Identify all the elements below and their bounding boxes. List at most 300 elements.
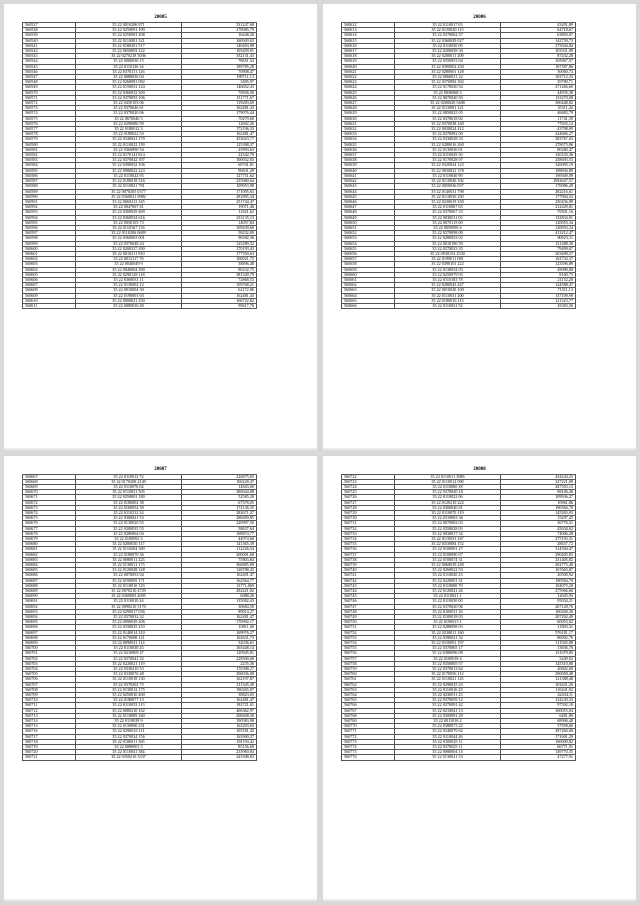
code-cell: 35 22 0300091 29 xyxy=(395,713,501,718)
amount-cell: 203498,37 xyxy=(500,251,575,256)
row-id-cell: 560726 xyxy=(342,495,395,500)
code-cell: 35 22 0010020 100 xyxy=(395,288,501,293)
code-cell: 35 22 0360063 001 xyxy=(76,236,182,241)
row-id-cell: 560741 xyxy=(342,573,395,578)
code-cell: 35 22 0070002 03 xyxy=(395,521,501,526)
code-cell: 35 22 0360029 027 xyxy=(395,38,501,43)
amount-cell: 99617,76 xyxy=(181,303,256,308)
code-cell: 35 22 0200058 30 xyxy=(395,49,501,54)
row-id-cell: 560576 xyxy=(23,121,76,126)
row-id-cell: 560647 xyxy=(342,205,395,210)
code-cell: 35 22 0120021 26 xyxy=(395,588,501,593)
code-cell: 35 22 0330076 48 xyxy=(76,672,182,677)
code-cell: 35 22 0090011 114 xyxy=(76,641,182,646)
row-id-cell: 560664 xyxy=(342,293,395,298)
amount-cell: 275044,84 xyxy=(500,43,575,48)
amount-cell: 58232,09 xyxy=(181,231,256,236)
row-id-cell: 560690 xyxy=(23,594,76,599)
row-id-cell: 560706 xyxy=(23,677,76,682)
row-id-cell: 560617 xyxy=(342,49,395,54)
code-cell: 35 22 0100001 27 xyxy=(395,547,501,552)
code-cell: 35 22 0180011 365 xyxy=(76,739,182,744)
amount-cell: 67378,05 xyxy=(181,500,256,505)
amount-cell: 74006,28 xyxy=(500,531,575,536)
row-id-cell: 560711 xyxy=(23,703,76,708)
code-cell: 35 22 0110022 06 xyxy=(395,495,501,500)
amount-cell: 200001,60 xyxy=(181,552,256,557)
amount-cell: 89014,27 xyxy=(181,609,256,614)
amount-cell: 163900,37 xyxy=(181,734,256,739)
amount-cell: 90631,29 xyxy=(181,168,256,173)
amount-cell: 66771,91 xyxy=(500,745,575,750)
row-id-cell: 560648 xyxy=(342,210,395,215)
amount-cell: 165448,14 xyxy=(181,646,256,651)
row-id-cell: 560688 xyxy=(23,583,76,588)
row-id-cell: 560548 xyxy=(23,80,76,85)
code-cell: 35 22 0250081 208 xyxy=(76,33,182,38)
code-cell: 35 22 0180201 517 xyxy=(76,43,182,48)
code-cell: 35 22 0200011 209 xyxy=(395,54,501,59)
amount-cell: 162481,47 xyxy=(181,132,256,137)
code-cell: 35 22 0370020 06 xyxy=(395,604,501,609)
amount-cell: 43291,89 xyxy=(500,23,575,28)
amount-cell: 162491,47 xyxy=(181,573,256,578)
amount-cell: 162734,37 xyxy=(500,257,575,262)
code-cell: 35 22 0130012 175 xyxy=(76,687,182,692)
code-cell: 35 22 0010211 810 xyxy=(76,251,182,256)
code-cell: 35 22 0310084 152 xyxy=(395,542,501,547)
row-id-cell: 560708 xyxy=(23,687,76,692)
amount-cell: 5449,02 xyxy=(500,656,575,661)
code-cell: 35 22 0300040 01 xyxy=(395,505,501,510)
amount-cell: 211345,49 xyxy=(181,682,256,687)
code-cell: 35 22 0370038 140 xyxy=(395,121,501,126)
code-cell: 35 22 0210041 13 xyxy=(395,708,501,713)
code-cell: 35 22 0250001 180 xyxy=(76,495,182,500)
row-id-cell: 560619 xyxy=(342,59,395,64)
row-id-cell: 560704 xyxy=(23,667,76,672)
row-id-cell: 560593 xyxy=(23,210,76,215)
code-cell: 35 22 0140031 798 xyxy=(395,189,501,194)
amount-cell: 381349,79 xyxy=(181,272,256,277)
row-id-cell: 560767 xyxy=(342,708,395,713)
row-id-cell: 560678 xyxy=(23,531,76,536)
page-2 xyxy=(323,4,636,450)
amount-cell: 124588,47 xyxy=(500,283,575,288)
row-id-cell: 560597 xyxy=(23,231,76,236)
amount-cell: 271266,60 xyxy=(500,85,575,90)
code-cell: 35 22 0110030 25 xyxy=(76,646,182,651)
code-cell: 35 22 0030154 2530 xyxy=(395,251,501,256)
code-cell: 35 22 0120028 128 xyxy=(76,568,182,573)
amount-cell: 171095,63 xyxy=(181,189,256,194)
code-cell: 35 22 0190013 1 xyxy=(395,620,501,625)
amount-cell: 95034,21 xyxy=(500,599,575,604)
code-cell: 35 22 0230011 23 xyxy=(395,693,501,698)
row-id-cell: 560608 xyxy=(23,288,76,293)
row-id-cell: 560657 xyxy=(342,257,395,262)
code-cell: 35 22 0110167 133 xyxy=(76,225,182,230)
amount-cell: 278075,86 xyxy=(500,142,575,147)
row-id-cell: 560725 xyxy=(342,490,395,495)
amount-cell: 413212,47 xyxy=(500,231,575,236)
amount-cell: 166722,82 xyxy=(181,298,256,303)
code-cell: 35 22 0080022 223 xyxy=(76,168,182,173)
code-cell: 35 22 0130000 231 xyxy=(76,724,182,729)
amount-cell: 140403,98 xyxy=(181,43,256,48)
row-id-cell: 560639 xyxy=(342,163,395,168)
amount-cell: 79501,16 xyxy=(500,210,575,215)
amount-cell: 141365,39 xyxy=(181,542,256,547)
code-cell: 35 22 0250079 03 xyxy=(395,272,501,277)
code-cell: 35 22 0130034 03 xyxy=(395,267,501,272)
row-id-cell: 560736 xyxy=(342,547,395,552)
row-id-cell: 560665 xyxy=(342,298,395,303)
code-cell: 35 22 0080036 04 xyxy=(76,75,182,80)
amount-cell: 202775,40 xyxy=(500,562,575,567)
code-cell: 35 22 0110060 18 xyxy=(395,484,501,489)
code-cell: 35 22 0390101 222 xyxy=(395,262,501,267)
amount-cell: 49080,08 xyxy=(500,267,575,272)
code-cell: 35 22 0370032 32 xyxy=(76,614,182,619)
amount-cell: 120945,81 xyxy=(181,651,256,656)
row-id-cell: 560729 xyxy=(342,510,395,515)
code-cell: 35 22 0130020 55 xyxy=(76,521,182,526)
amount-cell: 162481,43 xyxy=(181,293,256,298)
amount-cell: 75803,84 xyxy=(181,557,256,562)
row-id-cell: 560721 xyxy=(23,755,76,760)
amount-cell: 226875,65 xyxy=(181,474,256,479)
code-cell: 35 22 0060021 22 xyxy=(395,75,501,80)
amount-cell: 267128,76 xyxy=(500,604,575,609)
row-id-cell: 560680 xyxy=(23,542,76,547)
amount-cell: 112226,54 xyxy=(181,547,256,552)
amount-cell: 78651,52 xyxy=(181,59,256,64)
amount-cell: 212429,01 xyxy=(500,205,575,210)
row-id-cell: 560716 xyxy=(23,729,76,734)
code-cell: 35 22 0110022 93 xyxy=(76,173,182,178)
row-id-cell: 560765 xyxy=(342,698,395,703)
amount-cell: 171691,29 xyxy=(500,734,575,739)
code-cell: 35 22 0130011 173 xyxy=(76,562,182,567)
amount-cell: 128788,43 xyxy=(181,568,256,573)
row-id-cell: 560761 xyxy=(342,677,395,682)
row-id-cell: 560640 xyxy=(342,168,395,173)
row-id-cell: 560572 xyxy=(23,101,76,106)
code-cell: 35 22 0140014 310 xyxy=(76,630,182,635)
amount-cell: 282216,61 xyxy=(500,189,575,194)
code-cell: 35 22 0070210 4729 xyxy=(76,588,182,593)
row-id-cell: 560709 xyxy=(23,693,76,698)
row-id-cell: 560735 xyxy=(342,542,395,547)
code-cell: 35 22 0350028 03 xyxy=(395,526,501,531)
row-id-cell: 560703 xyxy=(23,661,76,666)
amount-cell: 196949,09 xyxy=(500,173,575,178)
row-id-cell: 560712 xyxy=(23,708,76,713)
code-cell: 35 22 0010206 971 xyxy=(76,23,182,28)
row-id-cell: 560595 xyxy=(23,220,76,225)
row-id-cell: 560693 xyxy=(23,609,76,614)
code-cell: 35 22 0110012 090 xyxy=(395,479,501,484)
row-id-cell: 560720 xyxy=(23,750,76,755)
amount-cell: 282671,27 xyxy=(181,510,256,515)
code-cell: 35 22 0110029 9 xyxy=(76,719,182,724)
amount-cell: 30060,74 xyxy=(500,69,575,74)
amount-cell: 251744,47 xyxy=(181,199,256,204)
row-id-cell: 560752 xyxy=(342,630,395,635)
code-cell: 35 22 0370067 33 xyxy=(395,210,501,215)
code-cell: 35 22 0110009 160 xyxy=(76,713,182,718)
amount-cell: 290405,83 xyxy=(500,552,575,557)
amount-cell: 149770,35 xyxy=(500,750,575,755)
amount-cell: 190583,98 xyxy=(181,719,256,724)
row-id-cell: 560717 xyxy=(23,734,76,739)
row-id-cell: 560599 xyxy=(23,241,76,246)
amount-cell: 120053,34 xyxy=(500,225,575,230)
row-id-cell: 560681 xyxy=(23,547,76,552)
row-id-cell: 560762 xyxy=(342,682,395,687)
code-cell: 35 22 0060019 249 xyxy=(395,562,501,567)
page-4 xyxy=(323,456,636,902)
row-id-cell: 560728 xyxy=(342,505,395,510)
row-id-cell: 560629 xyxy=(342,111,395,116)
amount-cell: 19071,46 xyxy=(181,205,256,210)
code-cell: 35 22 0220001 31 xyxy=(395,578,501,583)
code-cell: 35 22 0280016 260 xyxy=(395,142,501,147)
code-cell: 35 22 0300029 409 xyxy=(76,210,182,215)
code-cell: 35 22 0110030 09 xyxy=(395,43,501,48)
row-id-cell: 560653 xyxy=(342,236,395,241)
row-id-cell: 560694 xyxy=(23,614,76,619)
amount-cell: 12045,93 xyxy=(500,594,575,599)
row-id-cell: 560614 xyxy=(342,33,395,38)
code-cell: 35 22 0170028 07 xyxy=(395,158,501,163)
amount-cell: 13836,76 xyxy=(500,646,575,651)
code-cell: 35 22 0120210 222 xyxy=(395,500,501,505)
amount-cell: 233135,13 xyxy=(181,215,256,220)
row-id-cell: 560673 xyxy=(23,505,76,510)
code-cell: 35 22 0180077 13 xyxy=(76,698,182,703)
code-cell: 35 22 0110081 121 xyxy=(395,106,501,111)
amount-cell: 162197,87 xyxy=(181,677,256,682)
page-1 xyxy=(4,4,317,450)
amount-cell: 96582,36 xyxy=(181,236,256,241)
code-cell: 35 22 0370098 09 xyxy=(395,231,501,236)
row-id-cell: 560683 xyxy=(23,557,76,562)
code-cell: 35 22 0180002 38 xyxy=(76,500,182,505)
amount-cell: 25993,63 xyxy=(181,147,256,152)
amount-cell: 13771,069 xyxy=(181,583,256,588)
code-cell: 35 22 0370040 18 xyxy=(395,490,501,495)
amount-cell: 80002,76 xyxy=(500,635,575,640)
row-id-cell: 560632 xyxy=(342,127,395,132)
row-id-cell: 560677 xyxy=(23,526,76,531)
code-cell: 35 22 0370018 02 xyxy=(395,116,501,121)
code-cell: 35 22 0110000 70 xyxy=(395,583,501,588)
code-cell: 35 22 0230011 160 xyxy=(395,630,501,635)
row-id-cell: 560748 xyxy=(342,609,395,614)
row-id-cell: 560586 xyxy=(23,173,76,178)
code-cell: 35 22 0030011 03 xyxy=(395,215,501,220)
amount-cell: 131679,85 xyxy=(500,651,575,656)
row-id-cell: 560744 xyxy=(342,588,395,593)
amount-cell: 70479,60 xyxy=(181,116,256,121)
row-id-cell: 560549 xyxy=(23,85,76,90)
amount-cell: 162481,47 xyxy=(181,698,256,703)
amount-cell: 100228,47 xyxy=(181,479,256,484)
amount-cell: 383767,03 xyxy=(500,137,575,142)
code-cell: 35 22 0370082 00 xyxy=(395,132,501,137)
row-id-cell: 560710 xyxy=(23,698,76,703)
amount-cell: 220997,50 xyxy=(181,521,256,526)
code-cell: 35 22 0090210 3170 xyxy=(76,604,182,609)
row-id-cell: 560659 xyxy=(342,267,395,272)
row-id-cell: 560692 xyxy=(23,604,76,609)
row-id-cell: 560755 xyxy=(342,646,395,651)
amount-cell: 47277,91 xyxy=(500,755,575,760)
row-id-cell: 560668 xyxy=(23,479,76,484)
code-cell: 35 22 0170208 2149 xyxy=(76,479,182,484)
code-cell: 35 22 0260022 53 xyxy=(395,568,501,573)
code-cell: 35 22 0100025 11 xyxy=(395,739,501,744)
data-table xyxy=(341,22,576,309)
amount-cell: 60053,02 xyxy=(500,620,575,625)
row-id-cell: 560575 xyxy=(23,116,76,121)
code-cell: 35 22 0350005 57 xyxy=(395,661,501,666)
amount-cell: 109936,27 xyxy=(500,495,575,500)
amount-cell: 105459,91 xyxy=(181,49,256,54)
row-id-cell: 560745 xyxy=(342,594,395,599)
amount-cell: 167587,86 xyxy=(500,64,575,69)
row-id-cell: 560650 xyxy=(342,220,395,225)
code-cell: 35 22 0100090 07 xyxy=(395,552,501,557)
amount-cell: 111565,88 xyxy=(500,641,575,646)
row-id-cell: 560634 xyxy=(342,137,395,142)
table-row xyxy=(23,755,257,760)
amount-cell: 6088,26 xyxy=(181,594,256,599)
row-id-cell: 560605 xyxy=(23,272,76,277)
code-cell: 35 22 0290080 59 xyxy=(76,121,182,126)
code-cell: 35 22 0110212 34 xyxy=(76,510,182,515)
row-id-cell: 560738 xyxy=(342,557,395,562)
code-cell: 35 22 0010004 30 xyxy=(76,288,182,293)
row-id-cell: 560585 xyxy=(23,168,76,173)
code-cell: 35 22 0110021 781 xyxy=(76,184,182,189)
row-id-cell: 560588 xyxy=(23,184,76,189)
amount-cell: 44974,60 xyxy=(181,536,256,541)
row-id-cell: 560603 xyxy=(23,262,76,267)
amount-cell: 281895,34 xyxy=(181,194,256,199)
row-id-cell: 560607 xyxy=(23,283,76,288)
code-cell: 35 22 0380073 22 xyxy=(395,724,501,729)
amount-cell: 1092647,57 xyxy=(500,179,575,184)
amount-cell: 63893,07 xyxy=(500,33,575,38)
amount-cell: 231405,82 xyxy=(500,557,575,562)
row-id-cell: 560723 xyxy=(342,479,395,484)
row-id-cell: 560696 xyxy=(23,625,76,630)
code-cell: 35 22 0170056 112 xyxy=(395,672,501,677)
code-cell: 35 22 0370042 397 xyxy=(76,158,182,163)
row-id-cell: 560742 xyxy=(342,578,395,583)
row-id-cell: 560743 xyxy=(342,583,395,588)
page-title: 20086 xyxy=(473,15,486,20)
amount-cell: 102431,20 xyxy=(500,682,575,687)
code-cell: 35 22 0360034 616 xyxy=(76,215,182,220)
code-cell: 35 22 0110029 30 xyxy=(395,153,501,158)
row-id-cell: 560610 xyxy=(23,298,76,303)
row-id-cell: 560662 xyxy=(342,283,395,288)
amount-cell: 43798,09 xyxy=(500,127,575,132)
code-cell: 35 22 0130030 01 xyxy=(395,147,501,152)
document-pages xyxy=(4,4,636,901)
code-cell: 35 22 0080030 49 xyxy=(76,303,182,308)
row-id-cell: 560698 xyxy=(23,635,76,640)
code-cell: 35 22 0330210 53 xyxy=(76,667,182,672)
code-cell: 35 22 0190001 03 xyxy=(76,293,182,298)
code-cell: 35 22 0110204 369 xyxy=(76,547,182,552)
row-id-cell: 560684 xyxy=(23,562,76,567)
amount-cell: 71511,13 xyxy=(500,288,575,293)
row-id-cell: 560578 xyxy=(23,132,76,137)
row-id-cell: 560773 xyxy=(342,739,395,744)
row-id-cell: 560674 xyxy=(23,510,76,515)
amount-cell: 125398,37 xyxy=(181,142,256,147)
amount-cell: 14843,00 xyxy=(181,484,256,489)
code-cell: 35 22 0040049 9 xyxy=(76,262,182,267)
amount-cell: 100021,75 xyxy=(181,257,256,262)
code-cell: 35 22 0230019 330 xyxy=(395,199,501,204)
amount-cell: 121323,77 xyxy=(500,298,575,303)
code-cell: 35 22 0200030 117 xyxy=(76,542,182,547)
amount-cell: 60741,81 xyxy=(181,163,256,168)
code-cell: 35 22 0290017 036 xyxy=(76,609,182,614)
amount-cell: 314304,47 xyxy=(500,547,575,552)
amount-cell: 127751,62 xyxy=(181,173,256,178)
code-cell: 35 22 0360003 4095 xyxy=(76,594,182,599)
amount-cell: 102712,33 xyxy=(500,75,575,80)
code-cell: 35 22 0280064 04 xyxy=(76,531,182,536)
amount-cell: 123596,89 xyxy=(500,262,575,267)
row-id-cell: 560699 xyxy=(23,641,76,646)
row-id-cell: 560609 xyxy=(23,293,76,298)
code-cell: 35 22 0012117 76 xyxy=(76,257,182,262)
row-id-cell: 560713 xyxy=(23,713,76,718)
row-id-cell: 560666 xyxy=(342,303,395,308)
row-id-cell: 560655 xyxy=(342,246,395,251)
amount-cell: 77635,12 xyxy=(500,121,575,126)
row-id-cell: 560675 xyxy=(23,516,76,521)
row-id-cell: 560676 xyxy=(23,521,76,526)
code-cell: 35 22 0180018 316 xyxy=(76,179,182,184)
code-cell: 35 22 0370046 61 xyxy=(76,106,182,111)
row-id-cell: 560591 xyxy=(23,199,76,204)
code-cell: 35 22 0340079 62 xyxy=(395,729,501,734)
row-id-cell: 560620 xyxy=(342,64,395,69)
code-cell: 35 22 0280045 247 xyxy=(395,283,501,288)
amount-cell: 42434,11 xyxy=(500,693,575,698)
code-cell: 35 22 0150031 124 xyxy=(76,85,182,90)
amount-cell: 35311,42 xyxy=(500,106,575,111)
row-id-cell: 560718 xyxy=(23,739,76,744)
code-cell: 35 22 0110070 119 xyxy=(395,510,501,515)
amount-cell: 135082,43 xyxy=(181,599,256,604)
code-cell: 35 22 0390032 106 xyxy=(76,163,182,168)
code-cell: 35 22 0100054 39 xyxy=(76,505,182,510)
code-cell: 35 22 0110041 384 xyxy=(76,750,182,755)
code-cell: 35 22 0050036 037 xyxy=(395,184,501,189)
amount-cell: 320103,36 xyxy=(500,153,575,158)
amount-cell: 125289,32 xyxy=(181,241,256,246)
